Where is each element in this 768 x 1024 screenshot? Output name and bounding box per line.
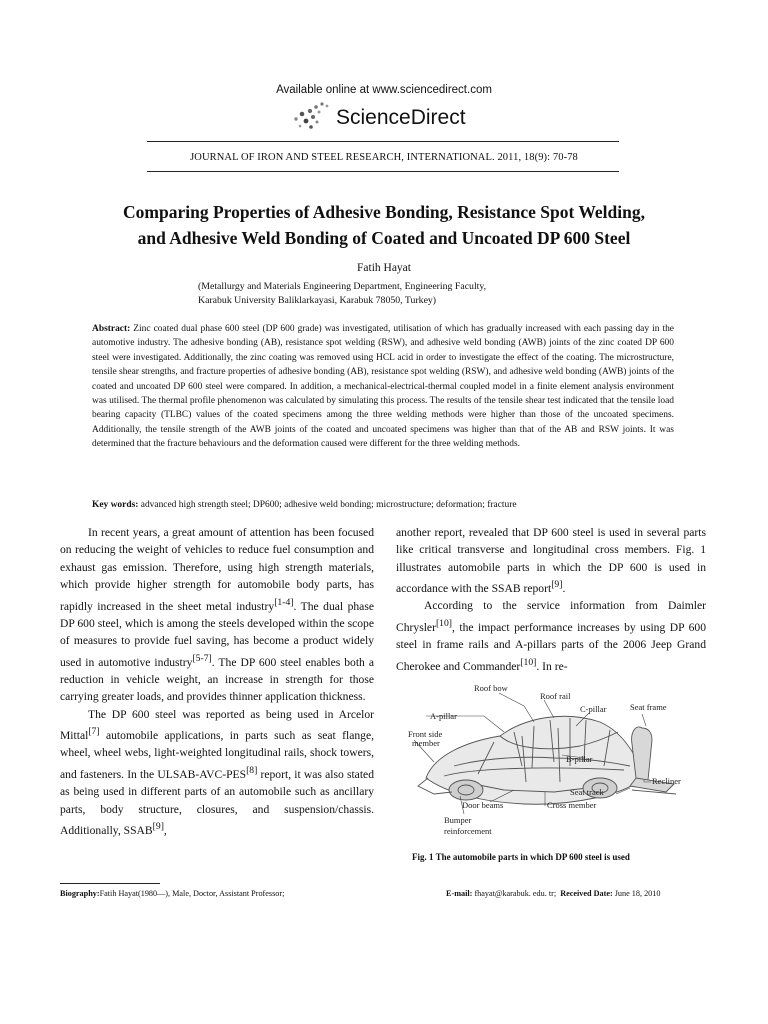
received-date: June 18, 2010	[612, 889, 661, 898]
biography-label: Biography:	[60, 889, 100, 898]
citation-link[interactable]: [9]	[152, 820, 164, 832]
body-text: another report, revealed that DP 600 steel is used in several parts like critical transverse and longitudinal cross members. Fig. 1 illustrates automobile parts in which the DP 600 is used in accordance with the SSAB report	[396, 526, 706, 596]
body-text: automobile applications, in parts such as seat flange, wheel, wheel webs, light-weighted longitudinal rails, shock towers, and fasteners. In the ULSAB-AVC-PES	[60, 729, 374, 781]
body-text: , the impact performance increases by using DP 600 steel in frame rails and A-pillars parts of the 2006 Jeep Grand Cherokee and Commander	[396, 620, 706, 673]
article-title	[40, 199, 728, 251]
label-bumper-reinforcement: reinforcement	[444, 826, 492, 836]
body-paragraph	[396, 597, 706, 674]
affiliation-line-1: (Metallurgy and Materials Engineering Department, Engineering Faculty,	[198, 281, 487, 292]
title-line-2: and Adhesive Weld Bonding of Coated and Uncoated DP 600 Steel	[137, 228, 631, 248]
label-roof-rail: Roof rail	[540, 691, 571, 701]
citation-link[interactable]: [1-4]	[274, 596, 294, 608]
label-cross-member: Cross member	[547, 800, 597, 810]
citation-link[interactable]: [9]	[551, 579, 563, 591]
affiliation-line-2: Karabuk University Baliklarkayasi, Karabuk 78050, Turkey)	[198, 295, 437, 306]
body-text: ,	[163, 823, 167, 837]
label-c-pillar: C-pillar	[580, 704, 607, 714]
sciencedirect-dots-icon	[286, 100, 336, 134]
email-label: E-mail:	[446, 889, 473, 898]
citation-link[interactable]: [10]	[520, 656, 537, 668]
label-front-side-member: member	[412, 738, 440, 748]
body-text: .	[562, 582, 566, 596]
keywords-text: advanced high strength steel; DP600; adhesive weld bonding; microstructure; deformation; fracture	[138, 500, 517, 510]
author-name: Fatih Hayat	[357, 262, 411, 274]
author-affiliation	[198, 280, 618, 308]
label-front-side: Front side	[408, 729, 443, 739]
label-seat-frame: Seat frame	[630, 702, 667, 712]
figure-automobile-parts	[404, 682, 704, 840]
abstract-text: Zinc coated dual phase 600 steel (DP 600 grade) was investigated, utilisation of which has gradually increased with each passing day in the automotive industry. The adhesive bonding (AB), resistance spot welding (RSW), and adhesive weld bonding (AWB) joints of the zinc coated DP 600 steel were investigated. Additionally, the zinc coating was removed using HCL acid in order to investigate the effect of the coating. The microstructure, tensile shear strengths, and fracture properties of adhesive bonding (AB), resistance spot welding (RSW), and adhesive weld bonding (AWB) joints of the coated and uncoated DP 600 steel were compared. In addition, a mechanical-electrical-thermal coupled model in a finite element analysis environment was utilised. The thermal profile phenomenon was calculated by simulating this process. The results of the tensile shear test indicated that the tensile load bearing capacity (TLBC) values of the coated specimens among the three welding methods were higher than those of the uncoated specimens. Additionally, the tensile strength of the AWB joints of the coated and uncoated specimens was higher than that of the AB and RSW joints. It was determined that the fracture behaviours and the deformation caused were different for the three welding methods.	[92, 324, 674, 450]
label-b-pillar: B-pillar	[566, 754, 593, 764]
available-online-text: Available online at www.sciencedirect.com	[276, 84, 492, 96]
citation-link[interactable]: [5-7]	[192, 652, 212, 664]
body-text: . In re-	[536, 659, 568, 673]
body-paragraph	[60, 706, 374, 839]
body-column-left	[60, 524, 374, 839]
car-body-illustration	[418, 716, 640, 804]
biography-text: Fatih Hayat(1980—), Male, Doctor, Assistant Professor;	[99, 889, 285, 898]
received-label: Received Date:	[560, 889, 613, 898]
citation-link[interactable]: [8]	[246, 764, 258, 776]
label-a-pillar: A-pillar	[430, 711, 457, 721]
body-text: The DP 600 steel was reported as being used in Arcelor Mittal	[60, 707, 374, 743]
label-roof-bow: Roof bow	[474, 683, 508, 693]
body-text: . The dual phase DP 600 steel, which is among the steels developed within the scope of measures to provide fuel saving, has become a product widely used in automotive industry	[60, 599, 374, 669]
email-text[interactable]: fhayat@karabuk. edu. tr;	[472, 889, 557, 898]
header-rule-bottom	[147, 171, 619, 172]
label-recliner: Recliner	[652, 776, 681, 786]
keywords-label: Key words:	[92, 500, 139, 510]
title-line-1: Comparing Properties of Adhesive Bonding, Resistance Spot Welding,	[123, 202, 645, 222]
citation-link[interactable]: [7]	[88, 726, 100, 738]
keywords	[92, 498, 692, 512]
body-paragraph	[60, 524, 374, 706]
figure-caption: Fig. 1 The automobile parts in which DP 600 steel is used	[412, 852, 630, 862]
label-seat-track: Seat track	[570, 787, 604, 797]
body-text: . The DP 600 steel enables both a reduction in vehicle weight, an increase in strength for those carrying greater loads, and provides thinner application thickness.	[60, 655, 374, 704]
body-column-right	[396, 524, 706, 675]
sciencedirect-logo	[286, 100, 496, 134]
footnote-rule	[60, 883, 160, 884]
abstract	[92, 322, 674, 452]
abstract-label: Abstract:	[92, 324, 131, 334]
citation-link[interactable]: [10]	[435, 617, 453, 629]
biography-footnote	[60, 889, 720, 898]
label-door-beams: Door beams	[462, 800, 504, 810]
body-text: In recent years, a great amount of attention has been focused on reducing the weight of vehicles to reduce fuel consumption and exhaust gas emission. Therefore, using high strength materials, which provide higher strength for automobile body parts, has rapidly increased in the sheet metal industry	[60, 526, 374, 613]
body-text: report, it was also stated as being used in different parts of an automobile such as ancillary parts, body structure, closures, and suspension/chassis. Additionally, SSAB	[60, 767, 374, 837]
journal-line: JOURNAL OF IRON AND STEEL RESEARCH, INTERNATIONAL. 2011, 18(9): 70-78	[190, 152, 578, 163]
header-rule-top	[147, 141, 619, 142]
footnote-contact	[446, 889, 660, 898]
sciencedirect-wordmark: ScienceDirect	[336, 106, 466, 129]
body-text: According to the service information from Daimler Chrysler	[396, 599, 706, 634]
body-paragraph	[396, 524, 706, 597]
label-bumper: Bumper	[444, 815, 472, 825]
